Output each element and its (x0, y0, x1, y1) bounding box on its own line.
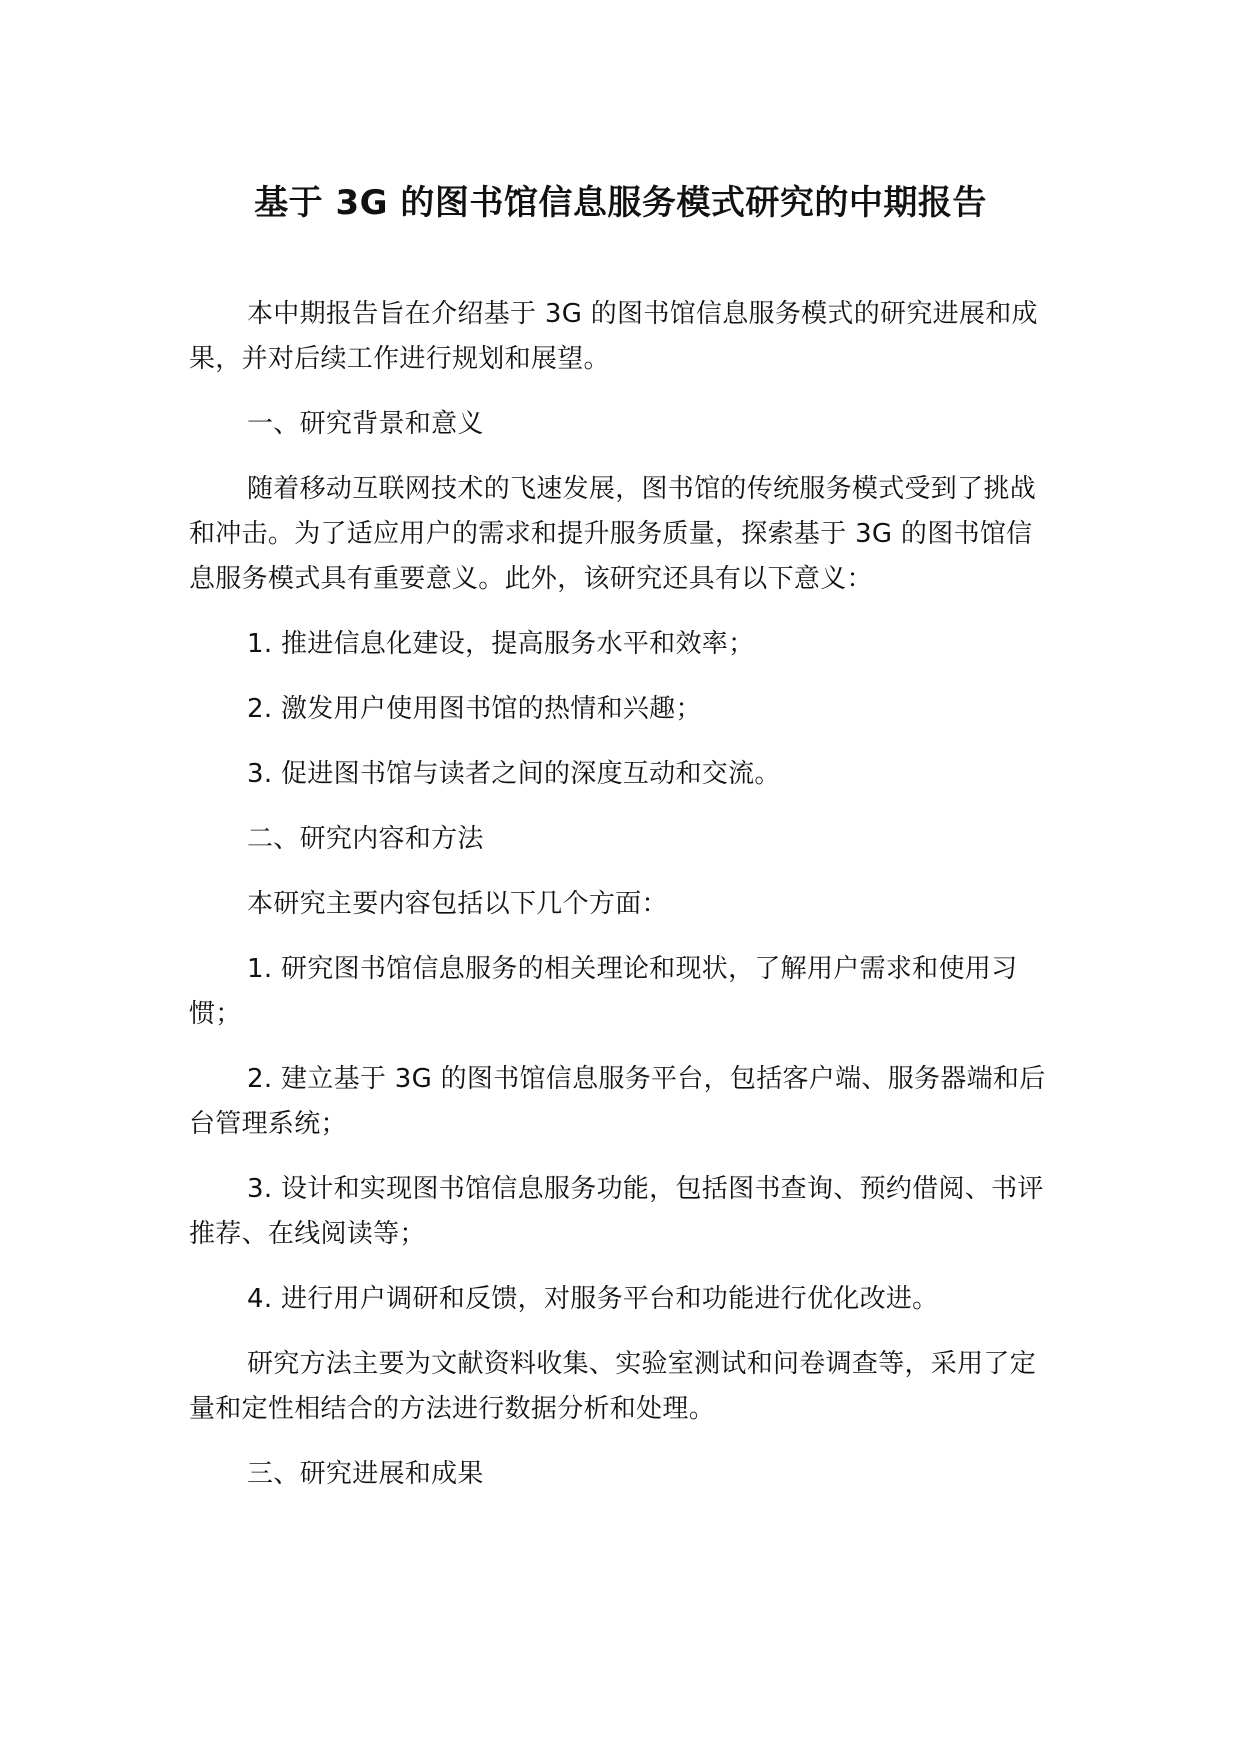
significance-item-1: 1. 推进信息化建设，提高服务水平和效率； (247, 629, 755, 659)
document-title: 基于 3G 的图书馆信息服务模式研究的中期报告 (254, 183, 987, 223)
significance-item-3: 3. 促进图书馆与读者之间的深度互动和交流。 (247, 759, 781, 789)
content-intro-paragraph: 本研究主要内容包括以下几个方面： (247, 889, 668, 919)
section-heading-progress: 三、研究进展和成果 (247, 1459, 484, 1489)
background-paragraph: 随着移动互联网技术的飞速发展，图书馆的传统服务模式受到了挑战和冲击。为了适应用户的需求和提升服务质量，探索基于 3G 的图书馆信息服务模式具有重要意义。此外，该研究还具有以下意义： (189, 474, 1037, 594)
significance-item-2: 2. 激发用户使用图书馆的热情和兴趣； (247, 694, 702, 724)
document-body (189, 292, 1057, 1497)
intro-paragraph: 本中期报告旨在介绍基于 3G 的图书馆信息服务模式的研究进展和成果，并对后续工作进行规划和展望。 (189, 299, 1038, 374)
content-item-4: 4. 进行用户调研和反馈，对服务平台和功能进行优化改进。 (247, 1284, 939, 1314)
section-heading-content-methods: 二、研究内容和方法 (247, 824, 484, 854)
content-item-1: 1. 研究图书馆信息服务的相关理论和现状，了解用户需求和使用习惯； (189, 954, 1018, 1029)
content-item-2: 2. 建立基于 3G 的图书馆信息服务平台，包括客户端、服务器端和后台管理系统； (189, 1064, 1046, 1139)
section-heading-background: 一、研究背景和意义 (247, 409, 484, 439)
methods-paragraph: 研究方法主要为文献资料收集、实验室测试和问卷调查等，采用了定量和定性相结合的方法进行数据分析和处理。 (189, 1349, 1037, 1424)
content-item-3: 3. 设计和实现图书馆信息服务功能，包括图书查询、预约借阅、书评推荐、在线阅读等； (189, 1174, 1044, 1249)
